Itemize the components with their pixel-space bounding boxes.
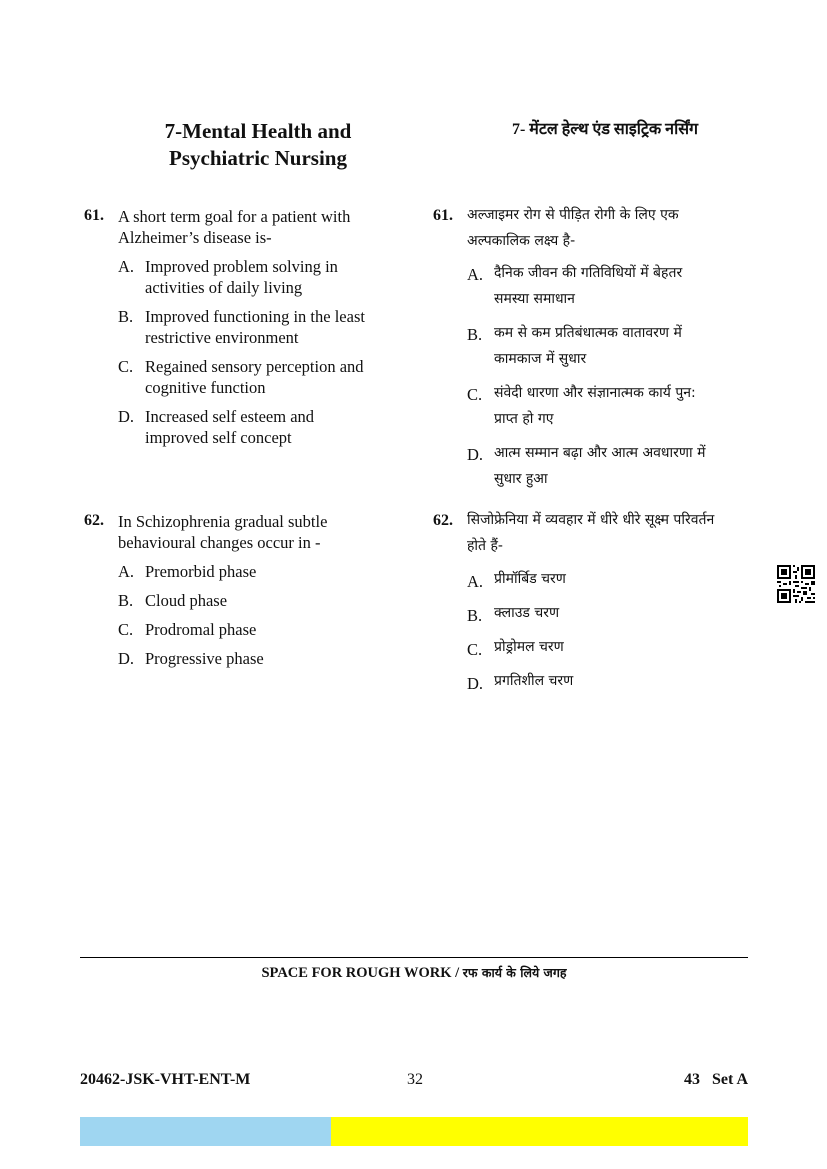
option-letter: C. <box>467 640 483 659</box>
option-letter: D. <box>467 674 484 693</box>
option-letter: C. <box>118 357 134 376</box>
section-title-english <box>118 118 398 172</box>
option-b-line2: कामकाज में सुधार <box>494 351 587 367</box>
option-letter: B. <box>118 591 134 610</box>
option-d-text: प्रगतिशील चरण <box>494 673 574 689</box>
option-d-text: Progressive phase <box>145 649 264 668</box>
option-c-text: Prodromal phase <box>145 620 257 639</box>
question-number: 61. <box>433 207 453 224</box>
rough-work-label <box>80 963 748 983</box>
rough-work-en: SPACE FOR ROUGH WORK / <box>261 965 460 981</box>
question-number: 62. <box>433 512 453 529</box>
option-b-line2: restrictive environment <box>145 328 299 347</box>
option-a-text: प्रीमॉर्बिड चरण <box>494 571 566 587</box>
option-a-line2: समस्या समाधान <box>494 291 575 307</box>
option-letter: D. <box>467 445 484 464</box>
footer-bar-blue <box>80 1117 331 1146</box>
option-a-line2: activities of daily living <box>145 278 303 297</box>
option-d-line2: improved self concept <box>145 428 292 447</box>
option-letter: A. <box>467 265 484 284</box>
option-letter: B. <box>467 325 483 344</box>
option-d-line1: Increased self esteem and <box>145 407 315 426</box>
option-letter: D. <box>118 407 135 426</box>
option-letter: A. <box>118 257 135 276</box>
rough-work-hi: रफ कार्य के लिये जगह <box>462 965 567 980</box>
option-d-line1: आत्म सम्मान बढ़ा और आत्म अवधारणा में <box>494 445 706 461</box>
option-b-text: Cloud phase <box>145 591 228 610</box>
question-text-line2: होते हैं- <box>467 538 503 554</box>
option-a-line1: दैनिक जीवन की गतिविधियों में बेहतर <box>494 265 683 281</box>
question-text-line2: अल्पकालिक लक्ष्य है- <box>467 233 576 249</box>
rough-work-divider <box>80 957 748 958</box>
option-b-line1: कम से कम प्रतिबंधात्मक वातावरण में <box>494 325 682 341</box>
option-d-line2: सुधार हुआ <box>494 471 548 487</box>
qr-code-icon <box>777 565 815 603</box>
section-title-en-line2: Psychiatric Nursing <box>169 146 347 170</box>
question-text-line1: अल्जाइमर रोग से पीड़ित रोगी के लिए एक <box>467 207 679 223</box>
option-c-text: प्रोड्रोमल चरण <box>494 639 564 655</box>
option-b-text: क्लाउड चरण <box>494 605 560 621</box>
option-a-text: Premorbid phase <box>145 562 257 581</box>
question-number: 61. <box>84 207 104 224</box>
set-label: 43 Set A <box>684 1071 748 1088</box>
question-text-line1: In Schizophrenia gradual subtle <box>118 512 328 531</box>
option-letter: A. <box>467 572 484 591</box>
option-letter: A. <box>118 562 135 581</box>
option-letter: D. <box>118 649 135 668</box>
option-c-line1: Regained sensory perception and <box>145 357 364 376</box>
option-letter: B. <box>118 307 134 326</box>
page-number: 32 <box>407 1071 423 1088</box>
booklet-code: 20462-JSK-VHT-ENT-M <box>80 1071 251 1088</box>
option-letter: C. <box>118 620 134 639</box>
option-c-line2: प्राप्त हो गए <box>494 411 554 427</box>
footer-bar-yellow <box>331 1117 748 1146</box>
section-title-hindi: 7- मेंटल हेल्थ एंड साइट्रिक नर्सिंग <box>511 121 699 138</box>
question-text-line1: A short term goal for a patient with <box>118 207 351 226</box>
option-b-line1: Improved functioning in the least <box>145 307 365 326</box>
option-c-line1: संवेदी धारणा और संज्ञानात्मक कार्य पुन: <box>494 385 696 401</box>
question-text-line2: Alzheimer’s disease is- <box>118 228 272 247</box>
option-letter: B. <box>467 606 483 625</box>
question-text-line2: behavioural changes occur in - <box>118 533 321 552</box>
option-c-line2: cognitive function <box>145 378 266 397</box>
question-text-line1: सिजोफ्रेनिया में व्यवहार में धीरे धीरे सूक्ष्म परिवर्तन <box>467 512 715 528</box>
question-number: 62. <box>84 512 104 529</box>
option-letter: C. <box>467 385 483 404</box>
option-a-line1: Improved problem solving in <box>145 257 338 276</box>
section-title-en-line1: 7-Mental Health and <box>164 119 352 143</box>
